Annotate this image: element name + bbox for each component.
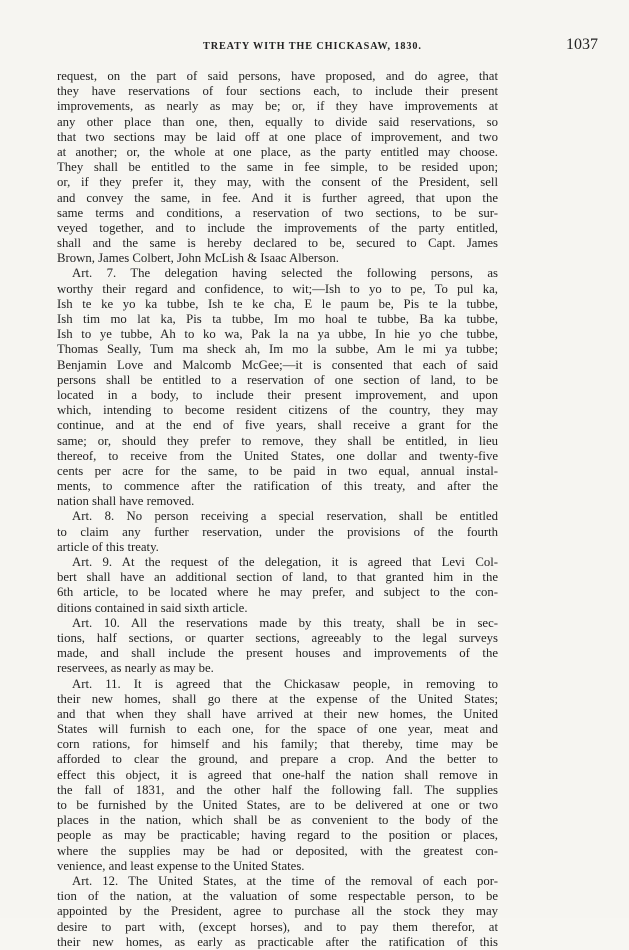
- text-line: made, and shall include the present houses and improvements of the: [57, 646, 498, 661]
- text-line: or, if they prefer it, they may, with the consent of the President, sell: [57, 175, 498, 190]
- text-line: bert shall have an additional section of land, to that granted him in the: [57, 570, 498, 585]
- text-line: tions, half sections, or quarter sections, agreeably to the legal surveys: [57, 630, 498, 645]
- text-line: places in the nation, which shall be as convenient to the body of the: [57, 813, 498, 828]
- text-line: Art. 7. The delegation having selected the following persons, as: [72, 266, 498, 281]
- text-line: Brown, James Colbert, John McLish & Isaac Alberson.: [57, 251, 339, 266]
- text-line: Art. 8. No person receiving a special reservation, shall be entitled: [72, 509, 498, 524]
- paragraph-art8: [57, 509, 498, 555]
- text-line: afforded to clear the ground, and prepare a crop. And the better to: [57, 752, 498, 767]
- text-line: request, on the part of said persons, have proposed, and do agree, that: [57, 69, 498, 83]
- text-line: to be furnished by the United States, are to be delivered at one or two: [57, 798, 498, 812]
- text-line: they have reservations of four sections each, to include their present: [57, 84, 498, 99]
- text-line: the fall of 1831, and the other half the following fall. The supplies: [57, 782, 498, 797]
- text-line: same; or, should they prefer to remove, they shall be entitled, in lieu: [57, 433, 498, 448]
- text-line: They shall be entitled to the same in fee simple, to be resided upon;: [57, 160, 498, 175]
- text-line: effect this object, it is agreed that one-half the nation shall remove in: [57, 767, 498, 782]
- text-line: veyed together, and to include the improvements of the party entitled,: [57, 220, 498, 235]
- treaty-body-text: [57, 69, 498, 950]
- paragraph-art11: [57, 677, 498, 874]
- text-line: where the supplies may be had or deposited, with the greatest con-: [57, 843, 498, 858]
- text-line: venience, and least expense to the United States.: [57, 858, 305, 873]
- text-line: shall and the same is hereby declared to be, secured to Capt. James: [57, 236, 498, 251]
- text-line: people as may be practicable; having regard to the position or places,: [57, 828, 498, 843]
- text-line: persons shall be entitled to a reservation of one section of land, to be: [57, 372, 498, 387]
- text-line: tion of the nation, at the valuation of some respectable person, to be: [57, 889, 498, 904]
- text-line: thereof, to receive from the United States, one dollar and twenty-five: [57, 448, 498, 463]
- text-line: improvements, as nearly as may be; or, if they have improvements at: [57, 99, 498, 114]
- paragraph-cont: [57, 69, 498, 266]
- text-line: their new homes, as early as practicable after the ratification of this: [57, 934, 498, 949]
- text-line: Art. 9. At the request of the delegation, it is agreed that Levi Col-: [72, 555, 498, 569]
- paragraph-art12: [57, 874, 498, 950]
- paragraph-art10: [57, 616, 498, 677]
- text-line: reservees, as nearly as may be.: [57, 661, 214, 676]
- text-line: any other place than one, then, equally to divide said reservations, so: [57, 114, 498, 129]
- text-line: Ish to ye tubbe, Ah to ko wa, Pak la na ya ubbe, In hie yo che tubbe,: [57, 327, 498, 342]
- text-line: worthy their regard and confidence, to wit;—Ish to yo to pe, To pul ka,: [57, 281, 498, 296]
- text-line: appointed by the President, agree to purchase all the stock they may: [57, 904, 498, 919]
- text-line: which, intending to become resident citizens of the country, they may: [57, 403, 498, 418]
- page-number: 1037: [566, 36, 598, 53]
- text-line: Art. 11. It is agreed that the Chickasaw people, in removing to: [72, 676, 498, 691]
- text-line: and that when they shall have arrived at their new homes, the United: [57, 706, 498, 721]
- text-line: at another; or, the whole at one place, as the party entitled may choose.: [57, 144, 498, 159]
- text-line: same terms and conditions, a reservation of two sections, to be sur-: [57, 205, 498, 220]
- text-line: located in a body, to include their present improvement, and upon: [57, 387, 498, 402]
- text-line: desire to part with, (except horses), and to pay them therefor, at: [57, 919, 498, 934]
- text-line: Art. 12. The United States, at the time of the removal of each por-: [72, 873, 498, 888]
- page-header: [57, 36, 598, 56]
- text-line: and convey the same, in fee. And it is further agreed, that upon the: [57, 190, 498, 205]
- text-line: Art. 10. All the reservations made by this treaty, shall be in sec-: [72, 615, 498, 630]
- text-line: to claim any further reservation, under the provisions of the fourth: [57, 524, 498, 539]
- text-line: nation shall have removed.: [57, 494, 195, 509]
- text-line: Ish te ke yo ka tubbe, Ish te ke cha, E le paum be, Pis te la tubbe,: [57, 296, 498, 311]
- paragraph-art9: [57, 555, 498, 616]
- text-line: continue, and at the end of five years, shall receive a grant for the: [57, 418, 498, 433]
- text-line: ments, to commence after the ratification of this treaty, and after the: [57, 479, 498, 494]
- text-line: Ish tim mo lat ka, Pis ta tubbe, Im mo hoal te tubbe, Ba ka tubbe,: [57, 312, 498, 326]
- running-title: TREATY WITH THE CHICKASAW, 1830.: [203, 41, 422, 52]
- text-line: cents per acre for the same, to be paid in two equal, annual instal-: [57, 463, 498, 478]
- text-line: article of this treaty.: [57, 539, 159, 554]
- text-line: 6th article, to be located where he may prefer, and subject to the con-: [57, 585, 498, 600]
- text-line: their new homes, shall go there at the expense of the United States;: [57, 691, 498, 706]
- paragraph-art7: [57, 266, 498, 509]
- text-line: that two sections may be laid off at one place of improvement, and two: [57, 129, 498, 144]
- text-line: Benjamin Love and Malcomb McGee;—it is consented that each of said: [57, 357, 498, 372]
- text-line: Thomas Seally, Tum ma sheck ah, Im mo la subbe, Am le mi ya tubbe;: [57, 342, 498, 357]
- text-line: States will furnish to each one, for the space of one year, meat and: [57, 722, 498, 737]
- text-line: corn rations, for himself and his family; that thereby, time may be: [57, 737, 498, 752]
- text-line: ditions contained in said sixth article.: [57, 600, 248, 615]
